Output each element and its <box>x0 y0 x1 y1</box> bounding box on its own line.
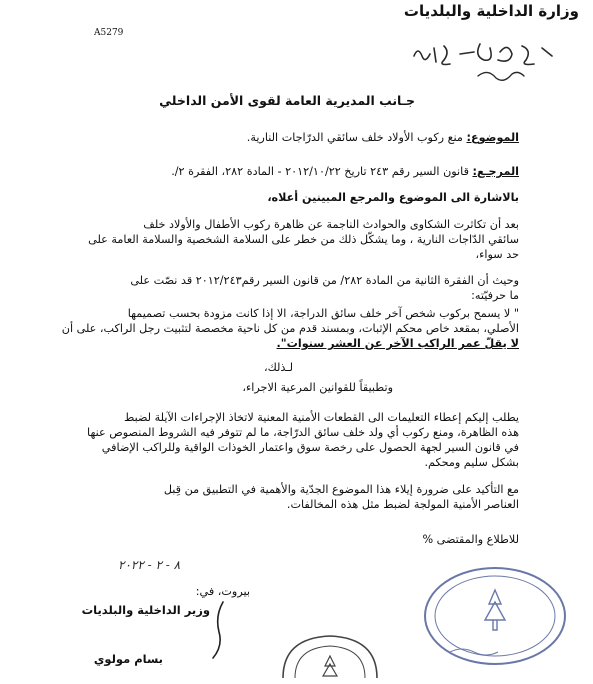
quote-block <box>49 306 519 351</box>
subject-label: الموضوع: <box>466 131 519 144</box>
para1-line: حد سواء، <box>475 248 519 261</box>
quote-line: الأصلي، بمقعد خاص محكم الإثبات، وبمسند قدم من كل ناحية مخصصة لتثبيت رجل الراكب، على أن <box>61 322 519 335</box>
subject-line <box>247 130 519 145</box>
reference-text: قانون السير رقم ٢٤٣ تاريخ ٢٠١٢/١٠/٢٢ - المادة ٢٨٢، الفقرة ٢/. <box>171 165 469 178</box>
ministry-name: وزارة الداخلية والبلديات <box>403 2 579 20</box>
stamp-seal-icon <box>275 630 385 680</box>
quote-last-line: لا يقلّ عمر الراكب الآخر عن العشر سنوات". <box>276 337 519 350</box>
para4-line: العناصر الأمنية المولجة لضبط مثل هذه المخالفات. <box>286 498 519 511</box>
intro-line: بالاشارة الى الموضوع والمرجع المبينين أعلاه، <box>267 191 519 204</box>
para3 <box>49 410 519 470</box>
para4 <box>49 482 519 512</box>
addressee: جـانب المديرية العامة لقوى الأمن الداخلي <box>159 93 415 108</box>
para1-line: بعد أن تكاثرت الشكاوى والحوادث الناجمة عن ظاهرة ركوب الأطفال والأولاد خلف <box>143 218 519 231</box>
quote-line: " لا يسمح بركوب شخص آخر خلف سائق الدراجة، الا إذا كانت مزودة بحسب تصميمها <box>127 307 519 320</box>
para4-line: مع التأكيد على ضرورة إيلاء هذا الموضوع الجدّية والأهمية في التطبيق من قِبل <box>163 483 519 496</box>
signature <box>205 600 235 664</box>
document-number: A5279 <box>94 28 124 38</box>
stamp-seal-icon <box>420 562 570 670</box>
closing-line: للاطلاع والمقتضى % <box>422 533 519 546</box>
applying-laws: وتطبيقاً للقوانين المرعية الاجراء، <box>242 381 393 394</box>
para3-line: هذه الظاهرة، ومنع ركوب أي ولد خلف سائق الدرّاجة، ما لم تتوفر فيه الشروط المنصوص عنها <box>87 426 519 439</box>
handwritten-note-scribble <box>404 38 564 88</box>
subject-text: منع ركوب الأولاد خلف سائقي الدرّاجات النارية. <box>246 131 463 144</box>
therefore: لـذلك، <box>263 361 293 374</box>
signatory-title: وزير الداخلية والبلديات <box>81 603 210 617</box>
seal-stamp-right <box>420 562 570 674</box>
reference-line <box>171 164 519 179</box>
signature-scribble <box>205 600 235 660</box>
place-date-label: بيروت، في: <box>195 585 250 598</box>
para2-line: ما حرفيّته: <box>471 289 519 302</box>
para1 <box>49 217 519 262</box>
para2-line: وحيث أن الفقرة الثانية من المادة ٢٨٢/ من قانون السير رقم٢٠١٢/٢٤٣ قد نصّت على <box>130 274 519 287</box>
handwritten-note <box>404 38 564 92</box>
para3-line: في قانون السير لجهة الحصول على رخصة سوق واعتمار الخوذات الواقية وللراكب الإضافي <box>101 441 519 454</box>
signatory-name: بسام مولوي <box>93 652 163 666</box>
para3-line: يطلب إليكم إعطاء التعليمات الى القطعات الأمنية المعنية لاتخاذ الإجراءات الآيلة لضبط <box>123 411 519 424</box>
para1-line: سائقي الدّاجات النارية ، وما يشكّل ذلك من خطر على السلامة الشخصية والسلامة العامة على <box>88 233 519 246</box>
reference-label: المرجـع: <box>472 165 519 178</box>
para2 <box>49 273 519 303</box>
handwritten-date: ٨ - ٢ - ٢٠٢٢ <box>118 558 181 572</box>
para3-line: بشكل سليم ومحكم. <box>424 456 519 469</box>
